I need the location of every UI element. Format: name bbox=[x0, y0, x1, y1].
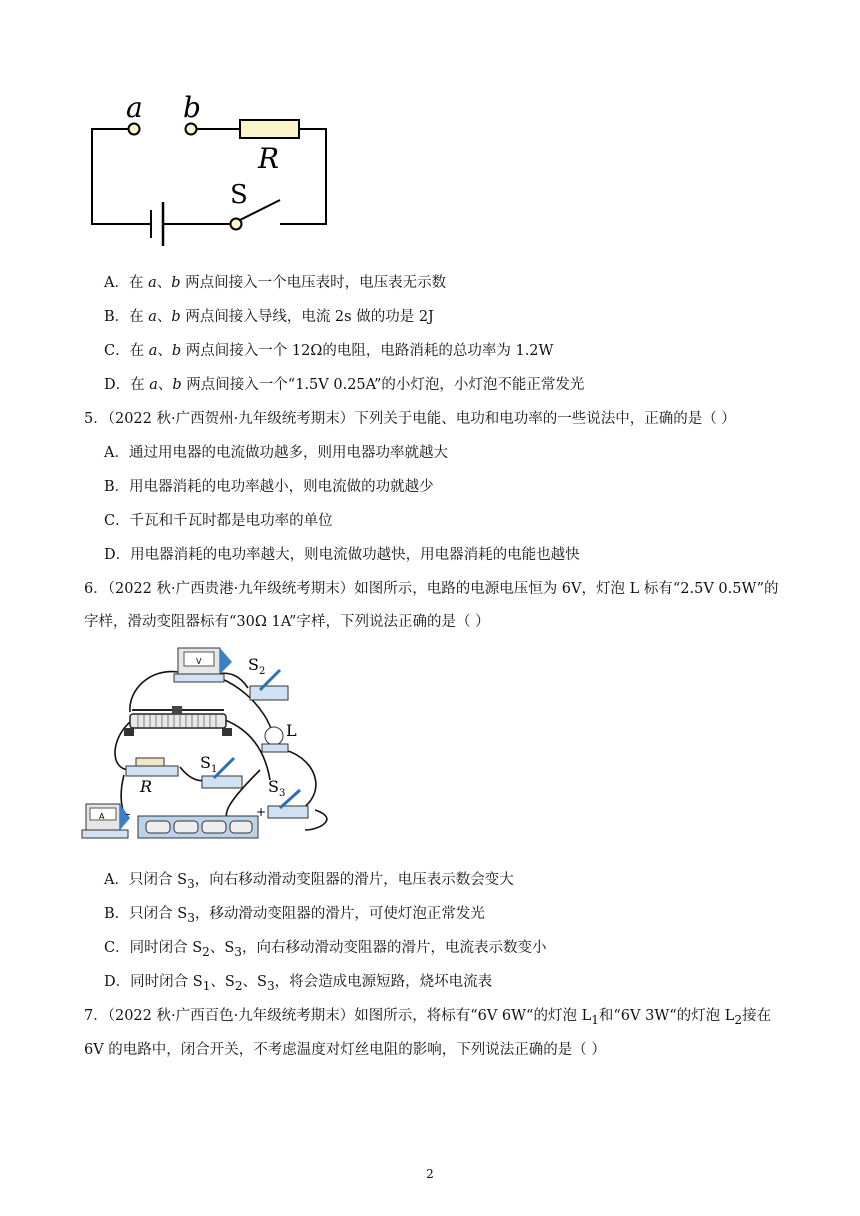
lamp-label: L bbox=[286, 721, 297, 740]
q6-stem-line1: 6．（2022 秋·广西贵港·九年级统考期末）如图所示，电路的电源电压恒为 6V，灯泡 L 标有“2.5V 0.5W”的 bbox=[84, 581, 779, 597]
page-number: 2 bbox=[426, 1167, 434, 1181]
q7-stem-line1: 7．（2022 秋·广西百色·九年级统考期末）如图所示，将标有“6V 6W“的灯泡 $L_1$和“6V 3W“的灯泡 $L_2$接在 bbox=[84, 1008, 772, 1027]
s2-label: $S_2$ bbox=[248, 655, 266, 677]
label-b: b bbox=[183, 92, 201, 124]
battery-minus: - bbox=[126, 807, 131, 821]
circuit-diagram-ab bbox=[80, 92, 350, 252]
q7-stem-line2: 6V 的电路中，闭合开关，不考虑温度对灯丝电阻的影响，下列说法正确的是（ ） bbox=[84, 1042, 606, 1058]
q4-option-b: B．在 a、b 两点间接入导线，电流 2s 做的功是 2J bbox=[104, 309, 434, 325]
voltmeter-label: V bbox=[196, 657, 202, 666]
q6-option-b: B．只闭合 $S_3$，移动滑动变阻器的滑片，可使灯泡正常发光 bbox=[104, 906, 485, 925]
q4-option-a: A．在 a、b 两点间接入一个电压表时，电压表无示数 bbox=[104, 275, 447, 291]
q5-option-b: B．用电器消耗的电功率越小，则电流做的功就越少 bbox=[104, 479, 434, 495]
q6-option-c: C．同时闭合 $S_2$、$S_3$，向右移动滑动变阻器的滑片，电流表示数变小 bbox=[104, 940, 547, 959]
label-r: R bbox=[258, 142, 280, 175]
label-s: S bbox=[230, 180, 248, 210]
q5-option-c: C．千瓦和千瓦时都是电功率的单位 bbox=[104, 513, 333, 529]
q4-option-c: C．在 a、b 两点间接入一个 12Ω的电阻，电路消耗的总功率为 1.2W bbox=[104, 343, 554, 359]
q5-option-a: A．通过用电器的电流做功越多，则用电器功率就越大 bbox=[104, 445, 448, 461]
q6-option-d: D．同时闭合 $S_1$、$S_2$、$S_3$，将会造成电源短路，烧坏电流表 bbox=[104, 974, 493, 993]
q5-option-d: D．用电器消耗的电功率越大，则电流做功越快，用电器消耗的电能也越快 bbox=[104, 547, 580, 563]
s3-label: $S_3$ bbox=[268, 777, 286, 799]
q6-stem-line2: 字样，滑动变阻器标有“30Ω 1A”字样，下列说法正确的是（ ） bbox=[84, 614, 490, 630]
s1-label: $S_1$ bbox=[200, 753, 218, 775]
resistor-label: R bbox=[140, 777, 153, 796]
q6-option-a: A．只闭合 $S_3$，向右移动滑动变阻器的滑片，电压表示数会变大 bbox=[104, 872, 514, 891]
q4-option-d: D．在 a、b 两点间接入一个“1.5V 0.25A”的小灯泡，小灯泡不能正常发光 bbox=[104, 377, 585, 393]
physical-circuit-illustration bbox=[80, 640, 340, 850]
ammeter-label: A bbox=[99, 812, 105, 821]
q5-stem: 5．（2022 秋·广西贺州·九年级统考期末）下列关于电能、电功和电功率的一些说法中，正确的是（ ） bbox=[84, 411, 736, 427]
battery-plus: + bbox=[256, 805, 267, 819]
label-a: a bbox=[126, 92, 143, 124]
